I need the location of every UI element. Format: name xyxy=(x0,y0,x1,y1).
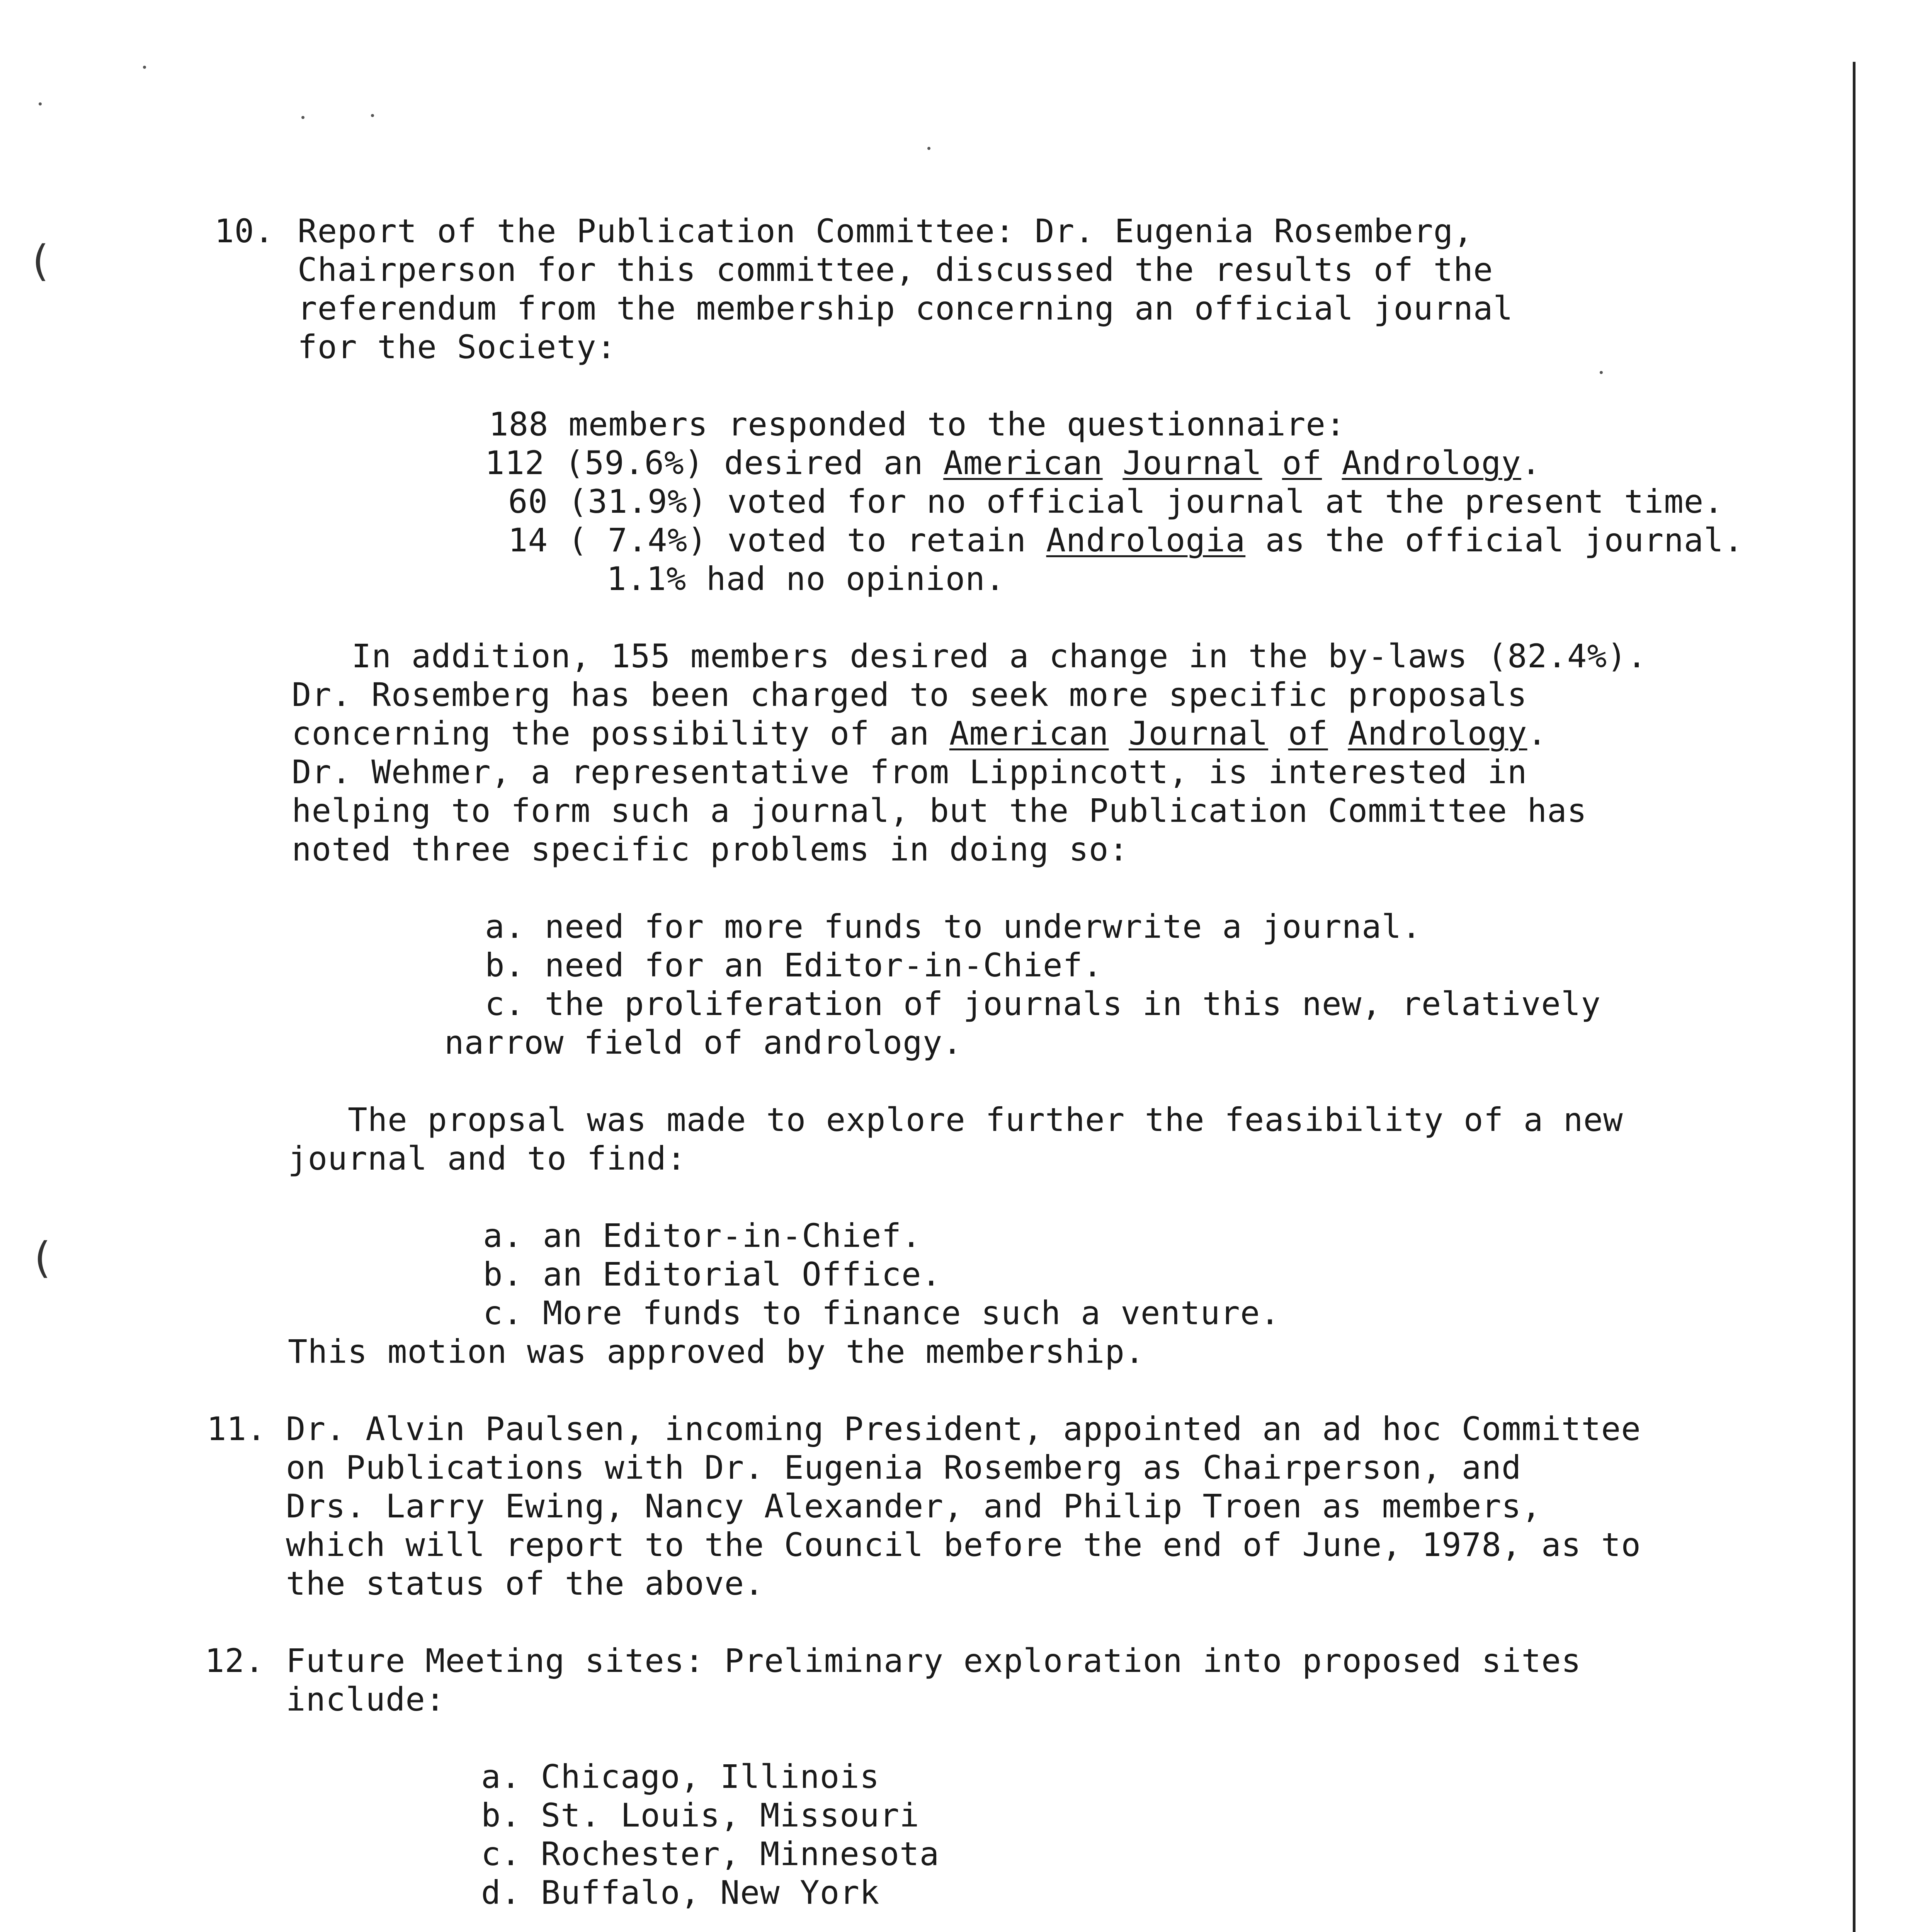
survey-result-3 xyxy=(508,521,1744,560)
survey-result-3-pct: ( 7.4%) xyxy=(568,521,707,559)
problem-b: b. need for an Editor-in-Chief. xyxy=(485,946,1103,984)
journal-title-word-4: Andrology xyxy=(1342,444,1521,482)
para2-line-3 xyxy=(292,714,1547,753)
para2-line-3-text: concerning the possibility of an xyxy=(292,714,949,752)
find-item-c: c. More funds to finance such a venture. xyxy=(483,1294,1280,1332)
journal-title-word-2: Journal xyxy=(1122,444,1262,482)
andrologia-title: Andrologia xyxy=(1046,521,1246,559)
para2-line-4: Dr. Wehmer, a representative from Lippincott, is interested in xyxy=(292,753,1527,791)
scan-speck xyxy=(371,114,374,117)
item-11-line-5: the status of the above. xyxy=(286,1565,764,1602)
item-11-line-3: Drs. Larry Ewing, Nancy Alexander, and Philip Troen as members, xyxy=(286,1487,1542,1525)
scan-speck xyxy=(301,116,304,119)
find-item-a: a. an Editor-in-Chief. xyxy=(483,1217,922,1255)
journal-title-word-3: of xyxy=(1288,714,1328,752)
para2-line-6: noted three specific problems in doing so: xyxy=(292,830,1129,868)
scan-speck xyxy=(927,147,930,150)
item-11-line-2: on Publications with Dr. Eugenia Rosemberg as Chairperson, and xyxy=(286,1449,1522,1486)
para2-line-3-period: . xyxy=(1527,714,1548,752)
survey-result-1-text: desired an xyxy=(704,444,944,482)
journal-title-word-4: Andrology xyxy=(1348,714,1527,752)
problem-a: a. need for more funds to underwrite a journal. xyxy=(485,908,1422,946)
item-12-line-1: Future Meeting sites: Preliminary exploration into proposed sites xyxy=(286,1642,1582,1680)
item-10-header-line-1: Report of the Publication Committee: Dr. Eugenia Rosemberg, xyxy=(298,212,1473,250)
survey-result-1-count: 112 xyxy=(485,444,545,482)
journal-title-word-1: American xyxy=(943,444,1103,482)
meeting-site-a: a. Chicago, Illinois xyxy=(481,1758,880,1796)
para2-line-1: In addition, 155 members desired a change in the by-laws (82.4%). xyxy=(352,637,1647,675)
scan-speck xyxy=(143,66,146,69)
journal-title-word-1: American xyxy=(949,714,1109,752)
item-10-header-line-2: Chairperson for this committee, discussed the results of the xyxy=(298,251,1493,289)
scan-speck xyxy=(39,102,42,105)
approval-line: This motion was approved by the membership. xyxy=(288,1333,1145,1371)
problem-c: c. the proliferation of journals in this new, relatively xyxy=(485,985,1601,1023)
item-12-number: 12. xyxy=(205,1642,265,1680)
right-edge-rule xyxy=(1853,62,1855,1932)
margin-mark-2: ( xyxy=(29,1233,55,1282)
survey-result-2 xyxy=(508,482,1724,521)
para2-line-2: Dr. Rosemberg has been charged to seek more specific proposals xyxy=(292,676,1527,714)
item-12-line-2: include: xyxy=(286,1680,446,1718)
meeting-site-d: d. Buffalo, New York xyxy=(481,1874,880,1912)
item-11-line-4: which will report to the Council before the end of June, 1978, as to xyxy=(286,1526,1641,1564)
item-11-number: 11. xyxy=(207,1410,267,1448)
survey-intro: 188 members responded to the questionnaire: xyxy=(489,405,1346,443)
survey-result-1 xyxy=(485,444,1541,482)
para2-line-5: helping to form such a journal, but the Publication Committee has xyxy=(292,792,1587,830)
meeting-site-c: c. Rochester, Minnesota xyxy=(481,1835,940,1873)
proposal-line-1: The propsal was made to explore further the feasibility of a new xyxy=(348,1101,1623,1139)
survey-result-2-pct: (31.9%) xyxy=(568,483,707,520)
meeting-site-b: b. St. Louis, Missouri xyxy=(481,1796,920,1834)
survey-result-4: 1.1% had no opinion. xyxy=(607,560,1005,598)
item-10-header-line-3: referendum from the membership concerning an official journal xyxy=(298,289,1513,327)
survey-result-3-count: 14 xyxy=(508,521,548,559)
proposal-line-2: journal and to find: xyxy=(288,1139,687,1177)
journal-title-word-2: Journal xyxy=(1129,714,1269,752)
margin-mark-1: ( xyxy=(27,236,53,286)
survey-result-1-period: . xyxy=(1521,444,1541,482)
find-item-b: b. an Editorial Office. xyxy=(483,1255,942,1293)
survey-result-3-tail: as the official journal. xyxy=(1245,521,1744,559)
survey-result-3-text: voted to retain xyxy=(707,521,1046,559)
survey-result-1-pct: (59.6%) xyxy=(565,444,704,482)
item-10-number: 10. xyxy=(214,212,274,250)
journal-title-word-3: of xyxy=(1282,444,1322,482)
survey-result-2-count: 60 xyxy=(508,483,548,520)
item-10-header-line-4: for the Society: xyxy=(298,328,617,366)
survey-result-2-text: voted for no official journal at the present time. xyxy=(707,483,1724,520)
item-11-line-1: Dr. Alvin Paulsen, incoming President, appointed an ad hoc Committee xyxy=(286,1410,1641,1448)
scan-speck xyxy=(1600,371,1603,374)
problem-c-continued: narrow field of andrology. xyxy=(444,1024,963,1061)
